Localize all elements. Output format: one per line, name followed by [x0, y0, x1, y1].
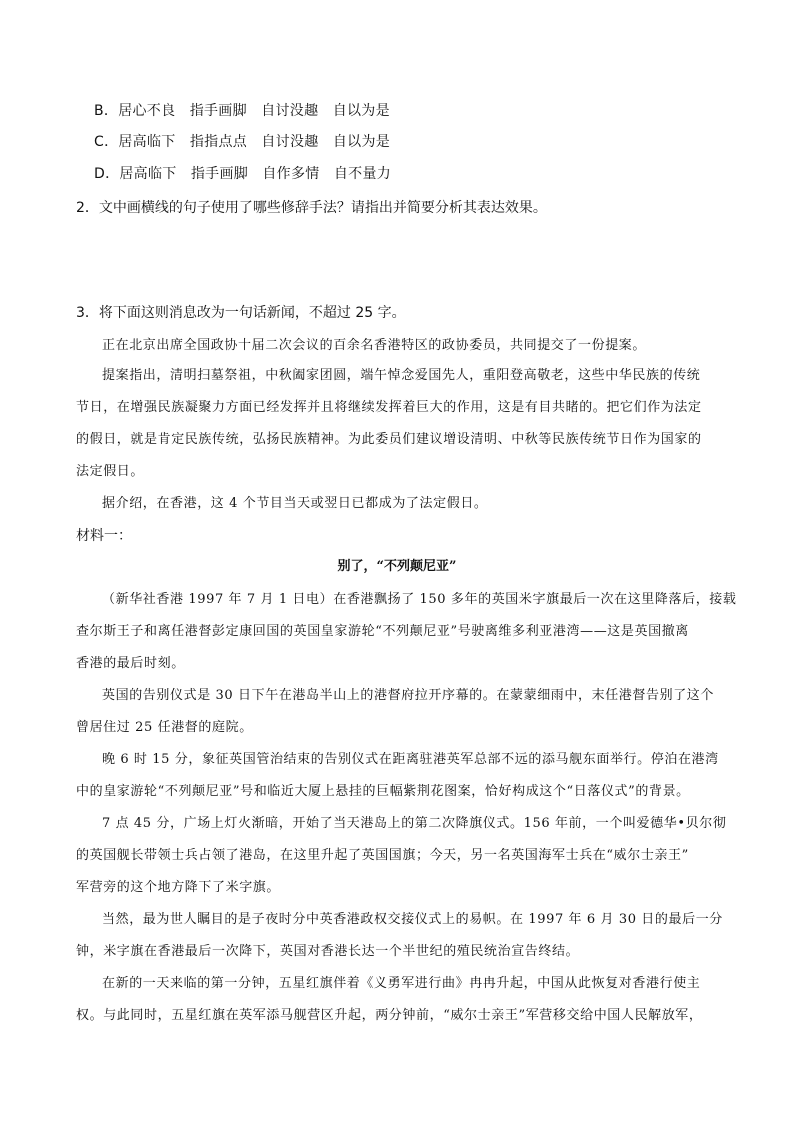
article-p6-line-1: 在新的一天来临的第一分钟，五星红旗伴着《义勇军进行曲》冉冉升起，中国从此恢复对香港行使主: [102, 976, 701, 991]
q3-paragraph-1: 正在北京出席全国政协十届二次会议的百余名香港特区的政协委员，共同提交了一份提案。: [102, 338, 647, 353]
article-p3-line-2: 中的皇家游轮“不列颠尼亚”号和临近大厦上悬挂的巨幅紫荆花图案，恰好构成这个“日落仪式”的背景。: [76, 784, 690, 799]
q3-paragraph-3: 据介绍，在香港，这 4 个节目当天或翌日已都成为了法定假日。: [102, 496, 488, 511]
article-p4-line-2: 的英国舰长带领士兵占领了港岛，在这里升起了英国国旗；今天，另一名英国海军士兵在“威尔士亲王”: [76, 848, 689, 863]
article-p2-line-1: 英国的告别仪式是 30 日下午在港岛半山上的港督府拉开序幕的。在蒙蒙细雨中，末任港督告别了这个: [102, 688, 715, 703]
article-p1-line-3: 香港的最后时刻。: [76, 656, 185, 671]
question-2: 2．文中画横线的句子使用了哪些修辞手法？请指出并简要分析其表达效果。: [76, 200, 547, 216]
article-p6-line-2: 权。与此同时，五星红旗在英军添马舰营区升起，两分钟前，“威尔士亲王”军营移交给中国人民解放军，: [76, 1008, 703, 1023]
q3-paragraph-2-line-2: 节日，在增强民族凝聚力方面已经发挥并且将继续发挥着巨大的作用，这是有目共睹的。把它们作为法定: [76, 400, 702, 415]
article-p2-line-2: 曾居住过 25 任港督的庭院。: [76, 720, 253, 735]
article-p4-line-1: 7 点 45 分，广场上灯火渐暗，开始了当天港岛上的第二次降旗仪式。156 年前，一个叫爱德华•贝尔彻: [102, 816, 727, 831]
q3-paragraph-2-line-4: 法定假日。: [76, 464, 145, 479]
article-p1-line-1: （新华社香港 1997 年 7 月 1 日电）在香港飘扬了 150 多年的英国米字旗最后一次在这里降落后，接载: [102, 592, 737, 607]
material-label: 材料一：: [76, 528, 132, 544]
q3-paragraph-2-line-1: 提案指出，清明扫墓祭祖，中秋阖家团圆，端午悼念爱国先人，重阳登高敬老，这些中华民族的传统: [102, 368, 701, 383]
article-title: 别了，“不列颠尼亚”: [337, 559, 457, 574]
question-3-prompt: 3．将下面这则消息改为一句话新闻，不超过 25 字。: [76, 305, 406, 321]
option-d: D．居高临下 指手画脚 自作多情 自不量力: [94, 166, 392, 182]
option-c: C．居高临下 指指点点 自讨没趣 自以为是: [94, 134, 391, 150]
option-b: B．居心不良 指手画脚 自讨没趣 自以为是: [94, 103, 390, 119]
article-p3-line-1: 晚 6 时 15 分，象征英国管治结束的告别仪式在距离驻港英军总部不远的添马舰东面举行。停泊在港湾: [102, 752, 719, 767]
article-p4-line-3: 军营旁的这个地方降下了米字旗。: [76, 880, 281, 895]
article-p5-line-2: 钟，米字旗在香港最后一次降下，英国对香港长达一个半世纪的殖民统治宣告终结。: [76, 944, 580, 959]
q3-paragraph-2-line-3: 的假日，就是肯定民族传统，弘扬民族精神。为此委员们建议增设清明、中秋等民族传统节日作为国家的: [76, 432, 702, 447]
article-p1-line-2: 查尔斯王子和离任港督彭定康回国的英国皇家游轮“不列颠尼亚”号驶离维多利亚港湾——这是英国撤离: [76, 624, 689, 639]
article-p5-line-1: 当然，最为世人瞩目的是子夜时分中英香港政权交接仪式上的易帜。在 1997 年 6 月 30 日的最后一分: [102, 912, 723, 927]
